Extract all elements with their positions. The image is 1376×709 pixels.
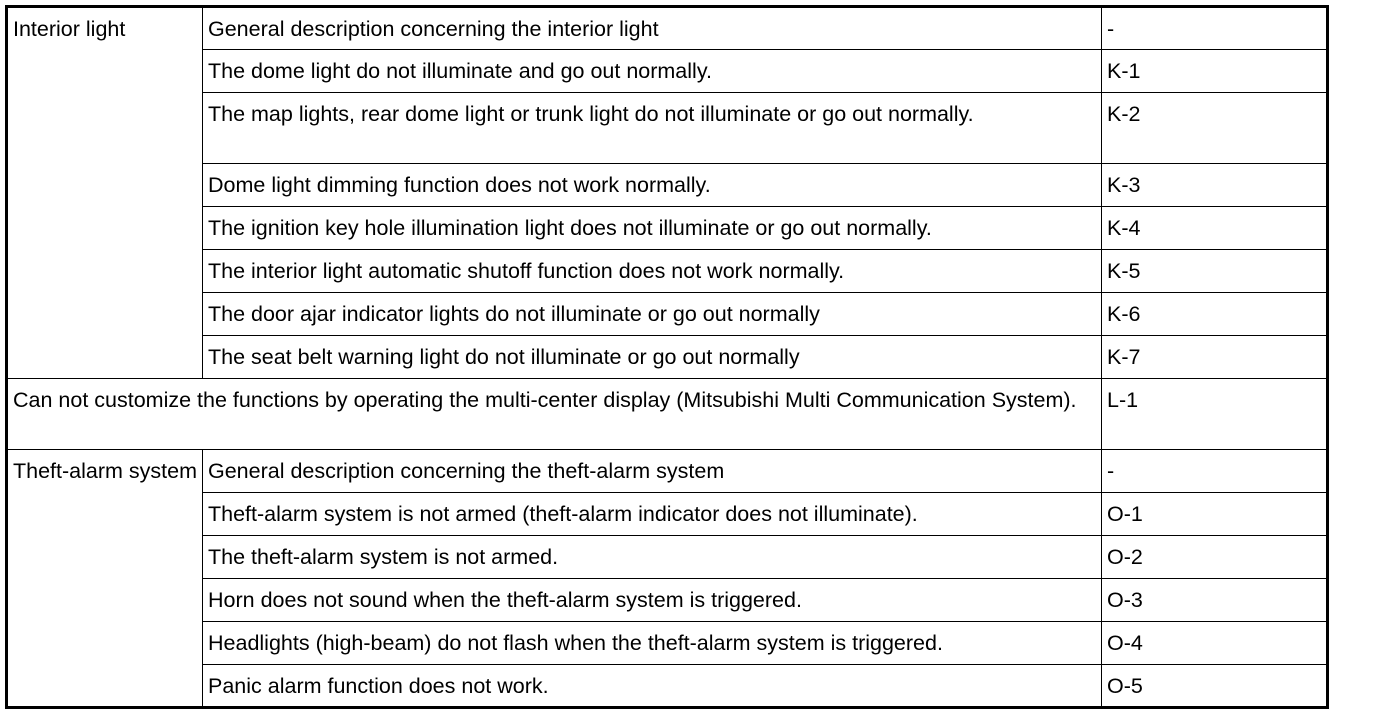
category-cell: Theft-alarm system xyxy=(7,450,203,708)
table-row xyxy=(7,93,1328,164)
table-row xyxy=(7,7,1328,50)
symptom-cell: General description concerning the theft-alarm system xyxy=(203,450,1102,493)
inspection-code-cell: K-7 xyxy=(1102,336,1328,379)
table-row xyxy=(7,293,1328,336)
symptom-cell: Panic alarm function does not work. xyxy=(203,665,1102,708)
symptom-cell: Headlights (high-beam) do not flash when the theft-alarm system is triggered. xyxy=(203,622,1102,665)
symptom-cell: Can not customize the functions by operating the multi-center display (Mitsubishi Multi Communication System). xyxy=(7,379,1102,450)
inspection-code-cell: K-2 xyxy=(1102,93,1328,164)
table-row xyxy=(7,50,1328,93)
inspection-code-cell: O-2 xyxy=(1102,536,1328,579)
symptom-cell: Dome light dimming function does not work normally. xyxy=(203,164,1102,207)
table-row xyxy=(7,536,1328,579)
symptom-cell: Horn does not sound when the theft-alarm system is triggered. xyxy=(203,579,1102,622)
inspection-code-cell: K-1 xyxy=(1102,50,1328,93)
inspection-code-cell: O-1 xyxy=(1102,493,1328,536)
symptom-cell: The seat belt warning light do not illuminate or go out normally xyxy=(203,336,1102,379)
symptom-cell: Theft-alarm system is not armed (theft-alarm indicator does not illuminate). xyxy=(203,493,1102,536)
table-row xyxy=(7,493,1328,536)
trouble-symptom-table xyxy=(5,5,1329,709)
table-row xyxy=(7,665,1328,708)
inspection-code-cell: - xyxy=(1102,7,1328,50)
inspection-code-cell: K-5 xyxy=(1102,250,1328,293)
table-row xyxy=(7,207,1328,250)
symptom-cell: The door ajar indicator lights do not illuminate or go out normally xyxy=(203,293,1102,336)
inspection-code-cell: - xyxy=(1102,450,1328,493)
symptom-cell: General description concerning the interior light xyxy=(203,7,1102,50)
table-row xyxy=(7,164,1328,207)
inspection-code-cell: K-4 xyxy=(1102,207,1328,250)
inspection-code-cell: L-1 xyxy=(1102,379,1328,450)
symptom-cell: The map lights, rear dome light or trunk light do not illuminate or go out normally. xyxy=(203,93,1102,164)
symptom-cell: The dome light do not illuminate and go out normally. xyxy=(203,50,1102,93)
category-cell: Interior light xyxy=(7,7,203,379)
table-row xyxy=(7,336,1328,379)
inspection-code-cell: O-5 xyxy=(1102,665,1328,708)
table-row xyxy=(7,250,1328,293)
inspection-code-cell: O-4 xyxy=(1102,622,1328,665)
symptom-cell: The ignition key hole illumination light does not illuminate or go out normally. xyxy=(203,207,1102,250)
table-row xyxy=(7,450,1328,493)
table-row xyxy=(7,579,1328,622)
symptom-cell: The interior light automatic shutoff function does not work normally. xyxy=(203,250,1102,293)
inspection-code-cell: K-3 xyxy=(1102,164,1328,207)
table-row xyxy=(7,379,1328,450)
inspection-code-cell: O-3 xyxy=(1102,579,1328,622)
inspection-code-cell: K-6 xyxy=(1102,293,1328,336)
trouble-symptom-table-wrapper xyxy=(5,5,1329,709)
table-row xyxy=(7,622,1328,665)
symptom-cell: The theft-alarm system is not armed. xyxy=(203,536,1102,579)
